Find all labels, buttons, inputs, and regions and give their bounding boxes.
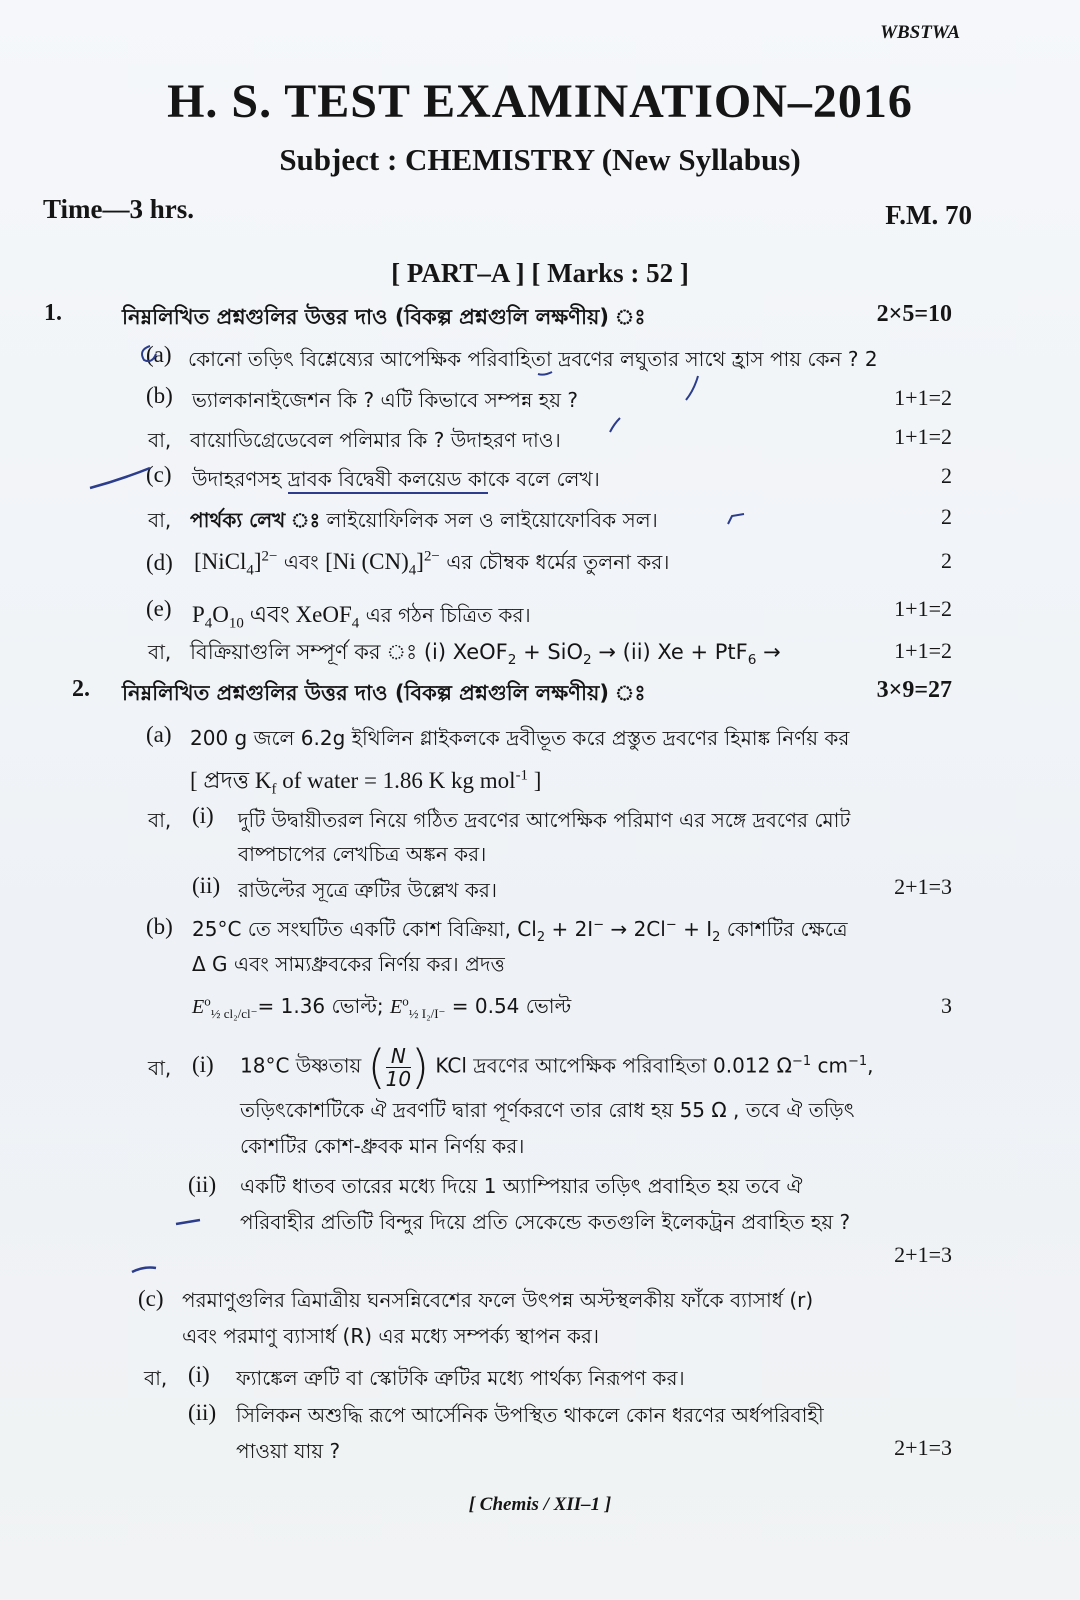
q2c-or-i-text: ফ্যাঙ্কেল ত্রুটি বা স্কোটকি ত্রুটির মধ্যে পার্থক্য নিরূপণ কর। bbox=[236, 1366, 685, 1390]
exam-subject: Subject : CHEMISTRY (New Syllabus) bbox=[279, 142, 801, 177]
q1e-t3: এবং XeOF bbox=[243, 602, 352, 627]
q1c-text-post: কে বলে লেখ। bbox=[487, 467, 600, 491]
q1d-marks: 2 bbox=[941, 548, 952, 573]
q2b-e1sub: ½ cl₂/cl⁻ bbox=[210, 1006, 258, 1021]
q2a-or-ii-label: (ii) bbox=[192, 873, 221, 898]
q1d-p1: 2− bbox=[261, 548, 278, 565]
q2a-given-end: ] bbox=[528, 768, 542, 793]
q1e-or-t2: + SiO bbox=[516, 640, 584, 664]
q1e-or-s3: 6 bbox=[747, 652, 757, 669]
q1e-t4: এর গঠন চিত্রিত কর। bbox=[359, 603, 531, 627]
q2b-or-i-t3: cm bbox=[811, 1053, 848, 1078]
q2b-label: (b) bbox=[146, 914, 173, 939]
q1a-label: (a) bbox=[146, 342, 172, 367]
frac-numerator: N bbox=[386, 1045, 411, 1068]
q1e-label: (e) bbox=[146, 596, 172, 621]
q2b-e1sup: o bbox=[204, 993, 211, 1009]
q2a-given-pre: [ প্রদত্ত K bbox=[190, 768, 272, 793]
q1e-t2: O bbox=[212, 602, 229, 627]
q1-heading: নিম্নলিখিত প্রশ্নগুলির উত্তর দাও (বিকল্প প্রশ্নগুলি লক্ষণীয়) ঃ bbox=[122, 305, 646, 329]
q2b-or-marks: 2+1=3 bbox=[894, 1242, 952, 1267]
q2c-or-label: বা, bbox=[144, 1366, 168, 1390]
q2c-or-ii-line2: পাওয়া যায় ? bbox=[236, 1439, 341, 1463]
q1b-text: ভ্যালকানাইজেশন কি ? এটি কিভাবে সম্পন্ন হয় ? bbox=[192, 388, 578, 412]
q2b-or-i-line3: কোশটির কোশ-ধ্রুবক মান নির্ণয় কর। bbox=[240, 1134, 525, 1158]
q1d-t5: ] bbox=[416, 549, 424, 574]
q1d-t6: এর চৌম্বক ধর্মের তুলনা কর। bbox=[439, 550, 670, 574]
q1b-or-text: বায়োডিগ্রেডেবেল পলিমার কি ? উদাহরণ দাও। bbox=[190, 428, 561, 452]
q2b-line2: Δ G এবং সাম্যধ্রুবকের নির্ণয় কর। প্রদত্ত bbox=[192, 952, 505, 976]
q2b-t4: + I bbox=[676, 917, 713, 941]
q1b-or-label: বা, bbox=[148, 428, 172, 452]
q2b-t1: 25°C তে সংঘটিত একটি কোশ বিক্রিয়া, Cl bbox=[192, 917, 537, 941]
q2b-or-i-line2: তড়িৎকোশটিকে ঐ দ্রবণটি দ্বারা পূর্ণকরণে তার রোধ হয় 55 Ω , তবে ঐ তড়িৎ bbox=[240, 1098, 855, 1122]
q1d-t2: ] bbox=[253, 549, 262, 574]
q2a-or-i-label: (i) bbox=[192, 803, 214, 828]
q1c-or-label: বা, bbox=[148, 508, 172, 532]
q2b-e2: E bbox=[390, 996, 403, 1018]
q1b-label: (b) bbox=[146, 383, 173, 408]
q2-number: 2. bbox=[72, 676, 90, 702]
q1e-or-s1: 2 bbox=[507, 652, 517, 669]
page-footer: [ Chemis / XII–1 ] bbox=[468, 1494, 612, 1515]
q1e-s2: 10 bbox=[228, 615, 244, 632]
ink-tick-q1c-or bbox=[728, 514, 744, 524]
q1d-label: (d) bbox=[146, 550, 173, 575]
q2a-or-i-text1: দুটি উদ্বায়ীতরল নিয়ে গঠিত দ্রবণের আপেক্ষিক পরিমাণ এর সঙ্গে দ্রবণের মোট bbox=[238, 808, 851, 832]
q2-heading: নিম্নলিখিত প্রশ্নগুলির উত্তর দাও (বিকল্প প্রশ্নগুলি লক্ষণীয়) ঃ bbox=[122, 681, 646, 705]
q2c-or-marks: 2+1=3 bbox=[894, 1435, 952, 1460]
q2-marks: 3×9=27 bbox=[876, 677, 952, 703]
q1e-or-t4: → bbox=[756, 640, 781, 664]
exam-time: Time—3 hrs. bbox=[43, 194, 195, 224]
q1d-s1: 4 bbox=[246, 562, 254, 579]
q2b-or-i-sup1: −1 bbox=[791, 1054, 812, 1069]
q1e-or-t3: → (ii) Xe + PtF bbox=[591, 640, 748, 664]
q2b-v2: = 0.54 ভোল্ট bbox=[445, 994, 572, 1018]
q2a-or-i-text2: বাষ্পচাপের লেখচিত্র অঙ্কন কর। bbox=[238, 842, 487, 866]
q1a-text: কোনো তড়িৎ বিশ্লেষ্যের আপেক্ষিক পরিবাহিতা দ্রবণের লঘুতার সাথে হ্রাস পায় কেন ? 2 bbox=[188, 347, 878, 371]
q1c-or-marks: 2 bbox=[941, 504, 952, 529]
q1d-t3: এবং bbox=[277, 550, 326, 574]
q2b-s1: 2 bbox=[536, 930, 546, 945]
q2a-given-post: of water = 1.86 K kg mol bbox=[276, 768, 516, 793]
q2b-or-i-t2: KCl দ্রবণের আপেক্ষিক পরিবাহিতা 0.012 Ω bbox=[429, 1053, 792, 1078]
q2c-line1: পরমাণুগুলির ত্রিমাত্রীয় ঘনসন্নিবেশের ফলে উৎপন্ন অস্টস্থলকীয় ফাঁকে ব্যাসার্ধ (r) bbox=[182, 1288, 814, 1312]
q2a-label: (a) bbox=[146, 722, 172, 747]
q1b-marks: 1+1=2 bbox=[894, 385, 952, 410]
q2b-e2sub: ½ I₂/I⁻ bbox=[408, 1006, 446, 1021]
q1c-text-pre: উদাহরণসহ bbox=[192, 467, 288, 491]
q1c-or-rest: লাইয়োফিলিক সল ও লাইয়োফোবিক সল। bbox=[320, 508, 658, 532]
q1c-label: (c) bbox=[146, 462, 172, 487]
q1e-marks: 1+1=2 bbox=[894, 596, 952, 621]
q2b-t3: → 2Cl bbox=[604, 917, 666, 941]
frac-denominator: 10 bbox=[385, 1066, 412, 1091]
paren-left: ( bbox=[367, 1040, 386, 1095]
q1e-s1: 4 bbox=[204, 615, 213, 632]
q1c-or-bold: পার্থক্য লেখ ঃ bbox=[190, 508, 321, 532]
paren-right: ) bbox=[411, 1040, 430, 1095]
exam-title: H. S. TEST EXAMINATION–2016 bbox=[167, 75, 913, 128]
q1c-text-underlined: দ্রাবক বিদ্বেষী কলয়েড কা bbox=[288, 467, 488, 494]
q2b-s2: 2 bbox=[712, 930, 721, 945]
ink-mark-q1a bbox=[142, 346, 156, 361]
q2a-or-marks: 2+1=3 bbox=[894, 874, 952, 899]
q2b-or-i-t4: , bbox=[867, 1053, 874, 1078]
q1d-s2: 4 bbox=[408, 562, 417, 579]
q2b-or-ii-line2: পরিবাহীর প্রতিটি বিন্দুর দিয়ে প্রতি সেকেন্ডে কতগুলি ইলেকট্রন প্রবাহিত হয় ? bbox=[240, 1210, 851, 1234]
q2a-or-ii-text: রাউল্টের সূত্রে ত্রুটির উল্লেখ কর। bbox=[238, 878, 498, 902]
q1d-t4: [Ni (CN) bbox=[325, 549, 409, 574]
ink-tick-q1b-or bbox=[610, 418, 620, 432]
q2b-or-i-sup2: −1 bbox=[847, 1054, 868, 1069]
q1d-t1: [NiCl bbox=[194, 549, 247, 574]
q1e-or-label: বা, bbox=[148, 640, 172, 664]
q2b-v1: = 1.36 ভোল্ট; bbox=[257, 994, 391, 1018]
q2b-or-ii-line1: একটি ধাতব তারের মধ্যে দিয়ে 1 অ্যাম্পিয়ার তড়িৎ প্রবাহিত হয় তবে ঐ bbox=[240, 1174, 803, 1198]
q2c-or-ii-line1: সিলিকন অশুদ্ধি রূপে আর্সেনিক উপস্থিত থাকলে কোন ধরণের অর্ধপরিবাহী bbox=[236, 1403, 824, 1427]
q2c-or-ii-label: (ii) bbox=[188, 1400, 217, 1425]
q2c-label: (c) bbox=[138, 1286, 164, 1311]
ink-dash-q2c bbox=[132, 1268, 156, 1273]
q1-number: 1. bbox=[44, 300, 62, 326]
q1d-p2: 2− bbox=[423, 548, 440, 565]
q1e-or-t1: বিক্রিয়াগুলি সম্পূর্ণ কর ঃ (i) XeOF bbox=[190, 640, 508, 664]
ink-tick-q1b bbox=[686, 376, 698, 400]
q2a-or-label: বা, bbox=[148, 808, 172, 832]
q1c-marks: 2 bbox=[941, 463, 952, 488]
q2b-or-i-label: (i) bbox=[192, 1052, 214, 1077]
q2c-line2: এবং পরমাণু ব্যাসার্ধ (R) এর মধ্যে সম্পর্ক্য স্থাপন কর। bbox=[182, 1324, 600, 1348]
q2b-or-i-t1: 18°C উষ্ণতায় bbox=[240, 1053, 362, 1078]
paper-code: WBSTWA bbox=[880, 22, 960, 43]
q2a-given-sub: f bbox=[271, 781, 277, 798]
q2b-or-ii-label: (ii) bbox=[188, 1172, 217, 1197]
q2b-e2sup: o bbox=[402, 993, 409, 1009]
full-marks: F.M. 70 bbox=[885, 200, 972, 230]
q2b-t2: + 2I bbox=[545, 917, 594, 941]
q2b-t5: কোশটির ক্ষেত্রে bbox=[720, 917, 848, 941]
q2b-e1: E bbox=[192, 996, 205, 1018]
q2b-marks: 3 bbox=[941, 993, 952, 1018]
q1e-or-marks: 1+1=2 bbox=[894, 638, 952, 663]
ink-tick-small bbox=[538, 372, 552, 375]
q1e-or-s2: 2 bbox=[583, 652, 592, 669]
ink-arrow-q1c bbox=[90, 468, 150, 488]
q2a-text: 200 g জলে 6.2g ইথিলিন গ্লাইকলকে দ্রবীভূত করে প্রস্তুত দ্রবণের হিমাঙ্ক নির্ণয় কর bbox=[190, 726, 850, 750]
q1b-or-marks: 1+1=2 bbox=[894, 424, 952, 449]
q1e-t1: P bbox=[192, 602, 205, 627]
q2b-p2: − bbox=[665, 917, 677, 933]
q2a-given-sup: -1 bbox=[515, 767, 529, 784]
q2b-p1: − bbox=[593, 917, 605, 933]
q2b-or-label: বা, bbox=[148, 1056, 172, 1080]
q2c-or-i-label: (i) bbox=[188, 1362, 210, 1387]
part-heading: [ PART–A ] [ Marks : 52 ] bbox=[391, 258, 689, 288]
q1e-s3: 4 bbox=[351, 615, 360, 632]
ink-dash-q2b-ii bbox=[176, 1220, 200, 1224]
q1-marks: 2×5=10 bbox=[876, 301, 952, 327]
